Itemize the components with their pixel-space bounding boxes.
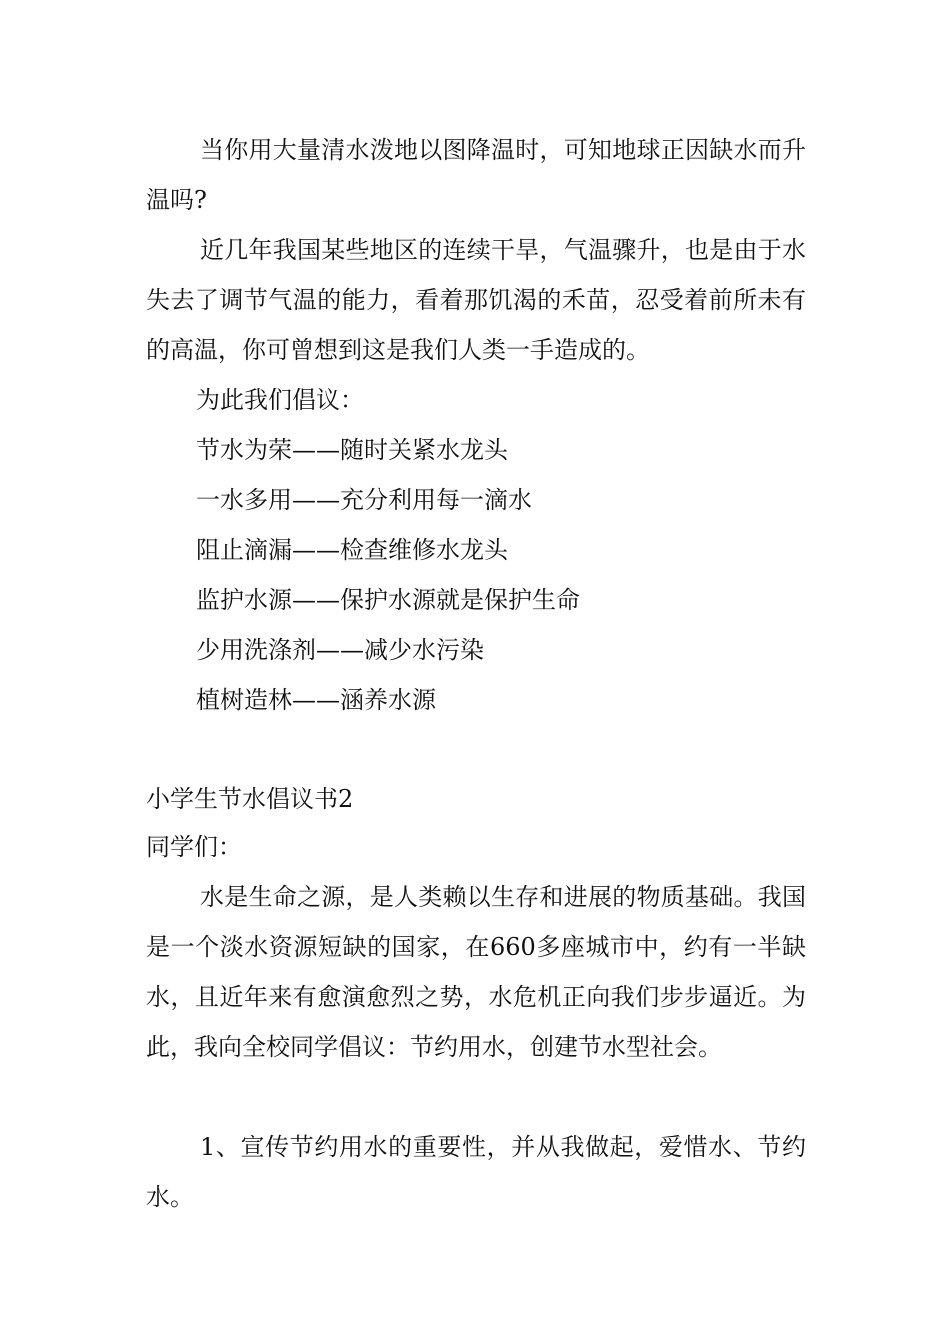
paragraph-water-crisis: 水是生命之源，是人类赖以生存和进展的物质基础。我国是一个淡水资源短缺的国家，在660多座城市中，约有一半缺水，且近年来有愈演愈烈之势，水危机正向我们步步逼近。为此，我向全校同学倡议：节约用水，创建节水型社会。 [146, 883, 806, 1061]
paragraph-drought: 近几年我国某些地区的连续干旱，气温骤升，也是由于水失去了调节气温的能力，看着那饥渴的禾苗，忍受着前所未有的高温，你可曾想到这是我们人类一手造成的。 [146, 236, 806, 364]
proposal-item: 一水多用——充分利用每一滴水 [196, 486, 532, 514]
greeting: 同学们： [146, 833, 242, 861]
proposal-item: 监护水源——保护水源就是保护生命 [196, 586, 580, 614]
paragraph-point-1: 1、宣传节约用水的重要性，并从我做起，爱惜水、节约水。 [146, 1133, 806, 1211]
section-title: 小学生节水倡议书2 [146, 785, 354, 813]
proposal-item: 植树造林——涵养水源 [196, 686, 436, 714]
proposal-item: 少用洗涤剂——减少水污染 [196, 636, 484, 664]
proposal-item: 节水为荣——随时关紧水龙头 [196, 436, 508, 464]
paragraph-cooling-question: 当你用大量清水泼地以图降温时，可知地球正因缺水而升温吗? [146, 136, 806, 214]
proposal-item: 阻止滴漏——检查维修水龙头 [196, 536, 508, 564]
proposal-intro: 为此我们倡议： [196, 386, 364, 414]
